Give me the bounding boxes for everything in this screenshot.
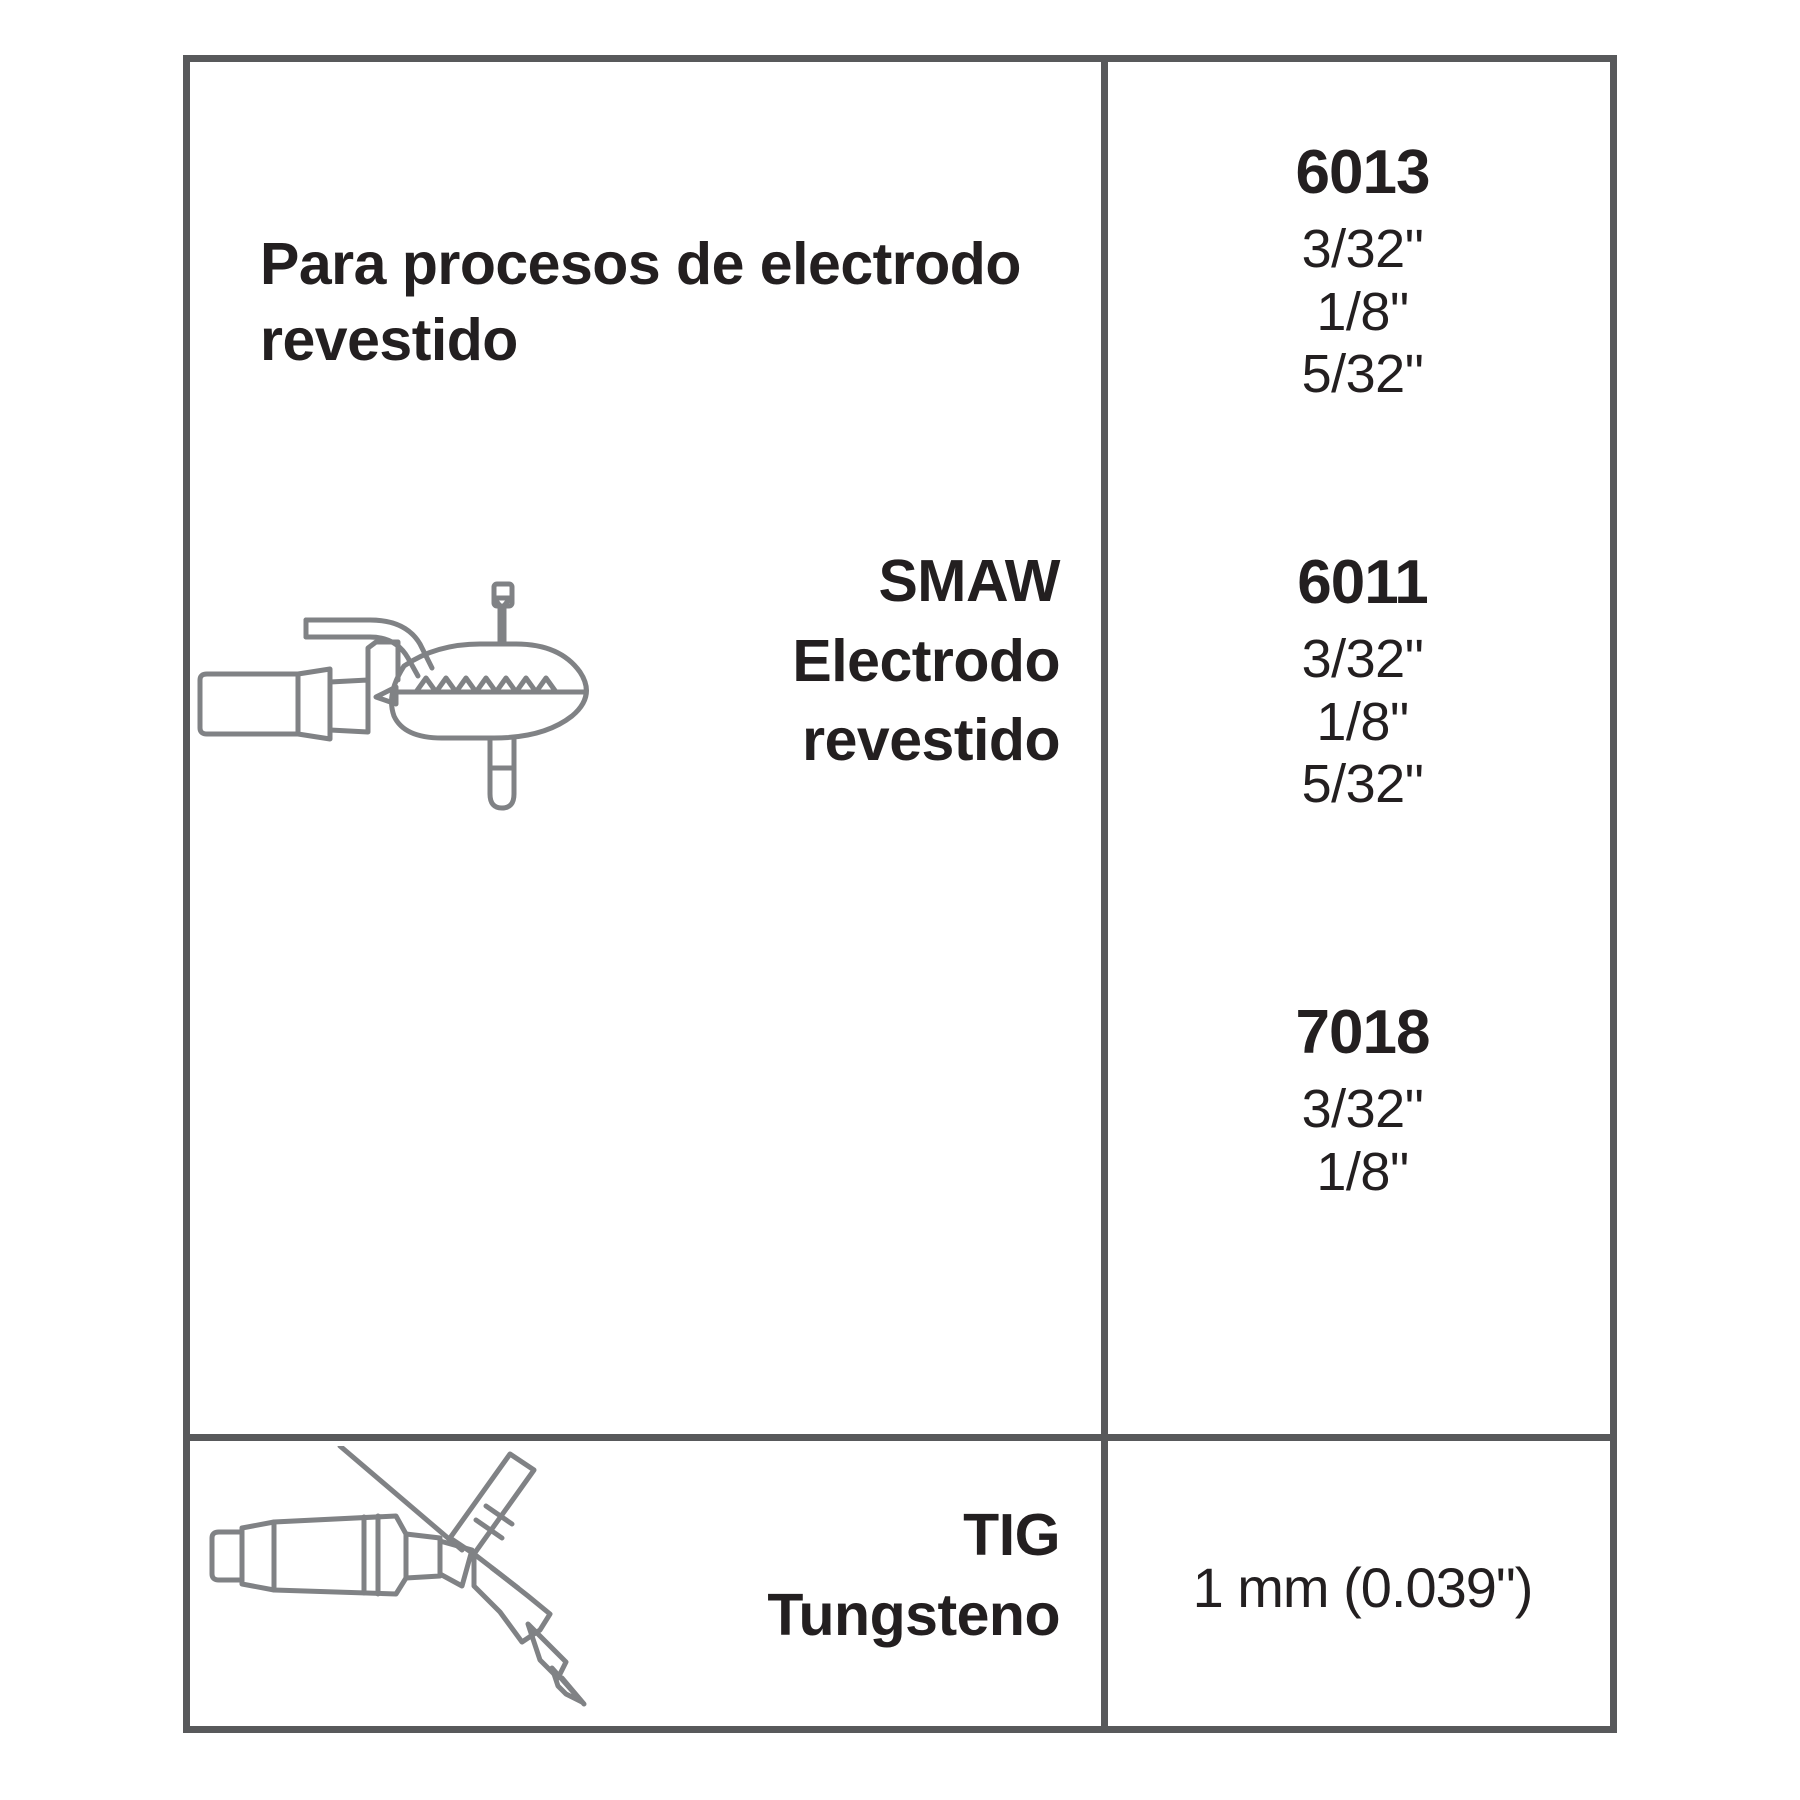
electrode-size: 1/8" (1316, 281, 1409, 342)
specification-table (183, 55, 1617, 1733)
electrode-code: 6013 (1295, 138, 1430, 207)
electrode-size: 5/32" (1301, 754, 1424, 815)
intro-text: Para procesos de electrodo revestido (260, 231, 1021, 373)
electrode-group-7018 (1108, 998, 1617, 1203)
electrode-size: 5/32" (1301, 344, 1424, 405)
electrode-holder-icon (180, 532, 640, 832)
electrode-code: 6011 (1297, 548, 1428, 617)
row-divider (190, 1434, 1610, 1441)
tig-right-cell (1108, 1441, 1617, 1733)
electrode-size: 1/8" (1316, 691, 1409, 752)
smaw-right-cell (1108, 62, 1617, 1434)
column-divider (1101, 62, 1108, 1726)
smaw-label-line-3: revestido (802, 707, 1060, 774)
tig-label-line-2: Tungsteno (767, 1581, 1060, 1648)
tig-label-line-1: TIG (963, 1502, 1060, 1568)
electrode-code: 7018 (1295, 998, 1430, 1067)
smaw-left-cell (190, 62, 1101, 1434)
electrode-size: 1/8" (1316, 1141, 1409, 1202)
smaw-label-line-2: Electrodo (792, 627, 1060, 694)
electrode-size: 3/32" (1301, 219, 1424, 279)
tig-left-cell (190, 1441, 1101, 1733)
smaw-label-line-1: SMAW (878, 548, 1060, 614)
smaw-process-label (610, 542, 1090, 781)
tungsten-size: 1 mm (0.039") (1192, 1555, 1533, 1619)
tig-process-label (640, 1496, 1080, 1655)
electrode-size: 3/32" (1301, 1079, 1424, 1139)
electrode-size: 3/32" (1301, 629, 1424, 689)
electrode-group-6011 (1108, 548, 1617, 816)
tig-torch-icon (200, 1446, 670, 1731)
electrode-group-6013 (1108, 138, 1617, 406)
